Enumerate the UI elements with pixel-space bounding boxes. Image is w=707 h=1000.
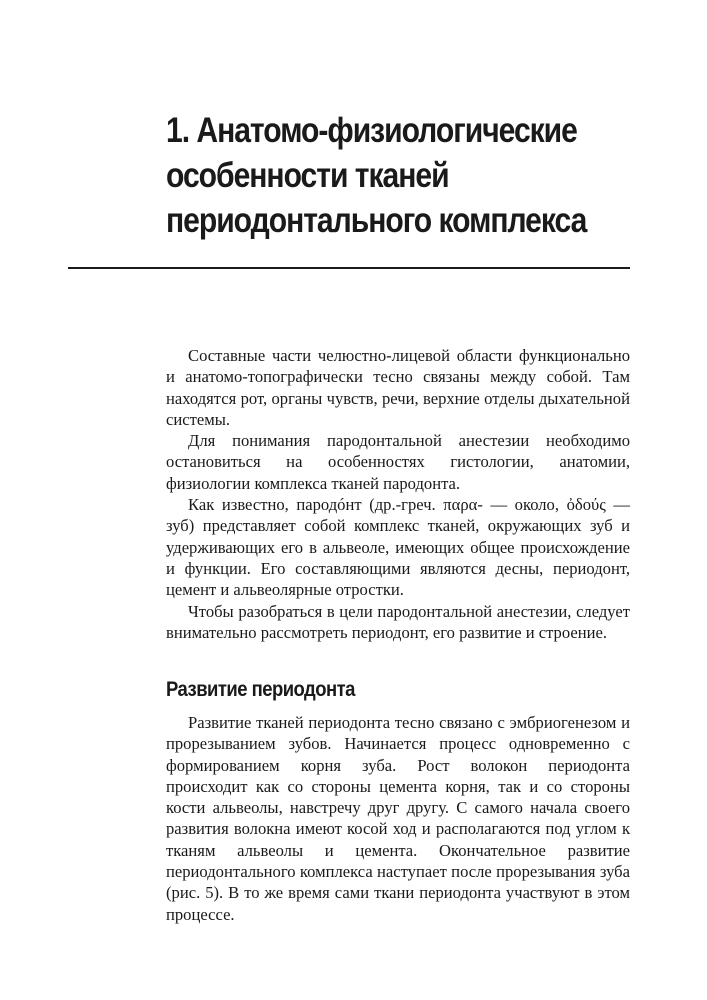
paragraph: Чтобы разобраться в цели пародонтальной анестезии, следует внимательно рассмотреть периодонт, его развитие и строение. [166, 601, 630, 642]
section-text [166, 712, 630, 925]
paragraph: Как известно, пародóнт (др.-греч. παρα- — около, ὀδούς — зуб) представляет собой комплекс тканей, окружающих зуб и удерживающих его в альвеоле, имеющих общее происхождение и функции. Его составляющими являются десны, периодонт, цемент и альвеолярные отростки. [166, 495, 630, 600]
paragraph: Составные части челюстно-лицевой области функционально и анатомо-топографически тесно связаны между собой. Там находятся рот, органы чувств, речи, верхние отделы дыхательной системы. [166, 346, 630, 429]
section-heading: Развитие периодонта [166, 678, 355, 701]
title-divider [68, 267, 630, 269]
chapter-title-line: особенности тканей [166, 156, 449, 195]
intro-text [166, 345, 630, 643]
paragraph: Для понимания пародонтальной анестезии необходимо остановиться на особенностях гистологии, анатомии, физиологии комплекса тканей пародонта. [166, 431, 630, 493]
chapter-title-line: периодонтального комплекса [166, 201, 587, 240]
chapter-title [166, 108, 587, 243]
paragraph: Развитие тканей периодонта тесно связано с эмбриогенезом и прорезыванием зубов. Начинается процесс одновременно с формированием корня зуба. Рост волокон периодонта происходит как со стороны цемента корня, так и со стороны кости альвеолы, навстречу друг другу. С самого начала своего развития волокна имеют косой ход и располагаются под углом к тканям альвеолы и цемента. Окончательное развитие периодонтального комплекса наступает после прорезывания зуба (рис. 5). В то же время сами ткани периодонта участвуют в этом процессе. [166, 713, 630, 924]
chapter-title-line: 1. Анатомо-физиологические [166, 111, 577, 150]
